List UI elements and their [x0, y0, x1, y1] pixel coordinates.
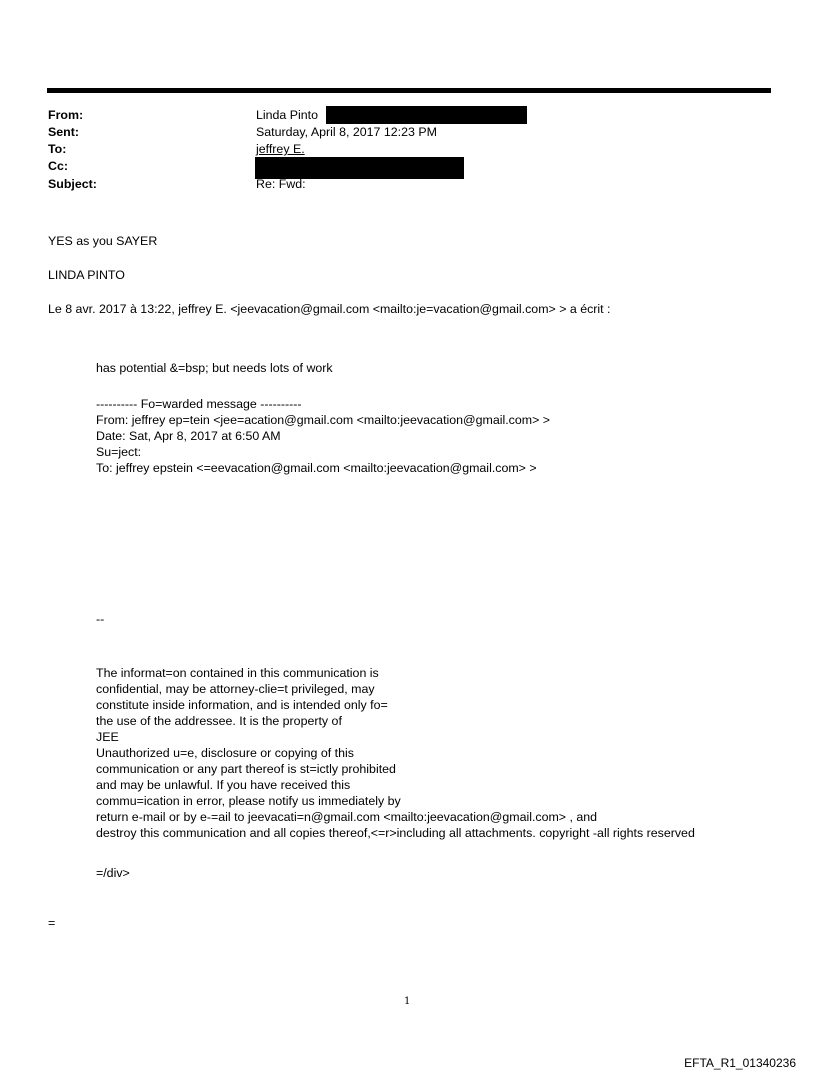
redaction-box [255, 157, 464, 179]
forward-subject: Su=ject: [96, 445, 142, 459]
body-line: LINDA PINTO [48, 268, 125, 282]
disclaimer-line: constitute inside information, and is intended only fo= [96, 698, 388, 712]
document-id: EFTA_R1_01340236 [684, 1056, 796, 1070]
disclaimer-line: the use of the addressee. It is the property of [96, 714, 342, 728]
from-label: From: [48, 108, 84, 122]
disclaimer-line: confidential, may be attorney-clie=t privileged, may [96, 682, 375, 696]
disclaimer-line: commu=ication in error, please notify us immediately by [96, 794, 401, 808]
forward-from: From: jeffrey ep=tein <jee=acation@gmail.com <mailto:jeevacation@gmail.com> > [96, 413, 551, 427]
subject-value: Re: Fwd: [256, 177, 306, 191]
sent-value: Saturday, April 8, 2017 12:23 PM [256, 125, 437, 139]
forward-separator: ---------- Fo=warded message ---------- [96, 397, 302, 411]
body-line: YES as you SAYER [48, 234, 158, 248]
redaction-box [326, 106, 527, 124]
from-value: Linda Pinto [256, 108, 319, 122]
disclaimer-line: Unauthorized u=e, disclosure or copying of this [96, 746, 354, 760]
disclaimer-line: destroy this communication and all copies thereof,<=r>including all attachments. copyright -all rights reserved [96, 826, 695, 840]
equals-text: = [48, 916, 56, 930]
to-label: To: [48, 142, 67, 156]
div-close-text: =/div> [96, 866, 130, 880]
forward-date: Date: Sat, Apr 8, 2017 at 6:50 AM [96, 429, 281, 443]
to-value: jeffrey E. [256, 142, 305, 156]
forward-to: To: jeffrey epstein <=eevacation@gmail.com <mailto:jeevacation@gmail.com> > [96, 461, 537, 475]
disclaimer-line: The informat=on contained in this communication is [96, 666, 379, 680]
quote-intro: Le 8 avr. 2017 à 13:22, jeffrey E. <jeevacation@gmail.com <mailto:je=vacation@gmail.com> > a écrit : [48, 302, 611, 316]
disclaimer-line: communication or any part thereof is st=ictly prohibited [96, 762, 396, 776]
subject-label: Subject: [48, 177, 97, 191]
disclaimer-line: JEE [96, 730, 119, 744]
quoted-line: has potential &=bsp; but needs lots of work [96, 361, 333, 375]
header-rule [47, 88, 771, 93]
signature-dash: -- [96, 612, 105, 626]
sent-label: Sent: [48, 125, 79, 139]
disclaimer-line: return e-mail or by e-=ail to jeevacati=n@gmail.com <mailto:jeevacation@gmail.com> , and [96, 810, 598, 824]
page-number: 1 [404, 996, 411, 1007]
disclaimer-line: and may be unlawful. If you have received this [96, 778, 351, 792]
cc-label: Cc: [48, 159, 68, 173]
